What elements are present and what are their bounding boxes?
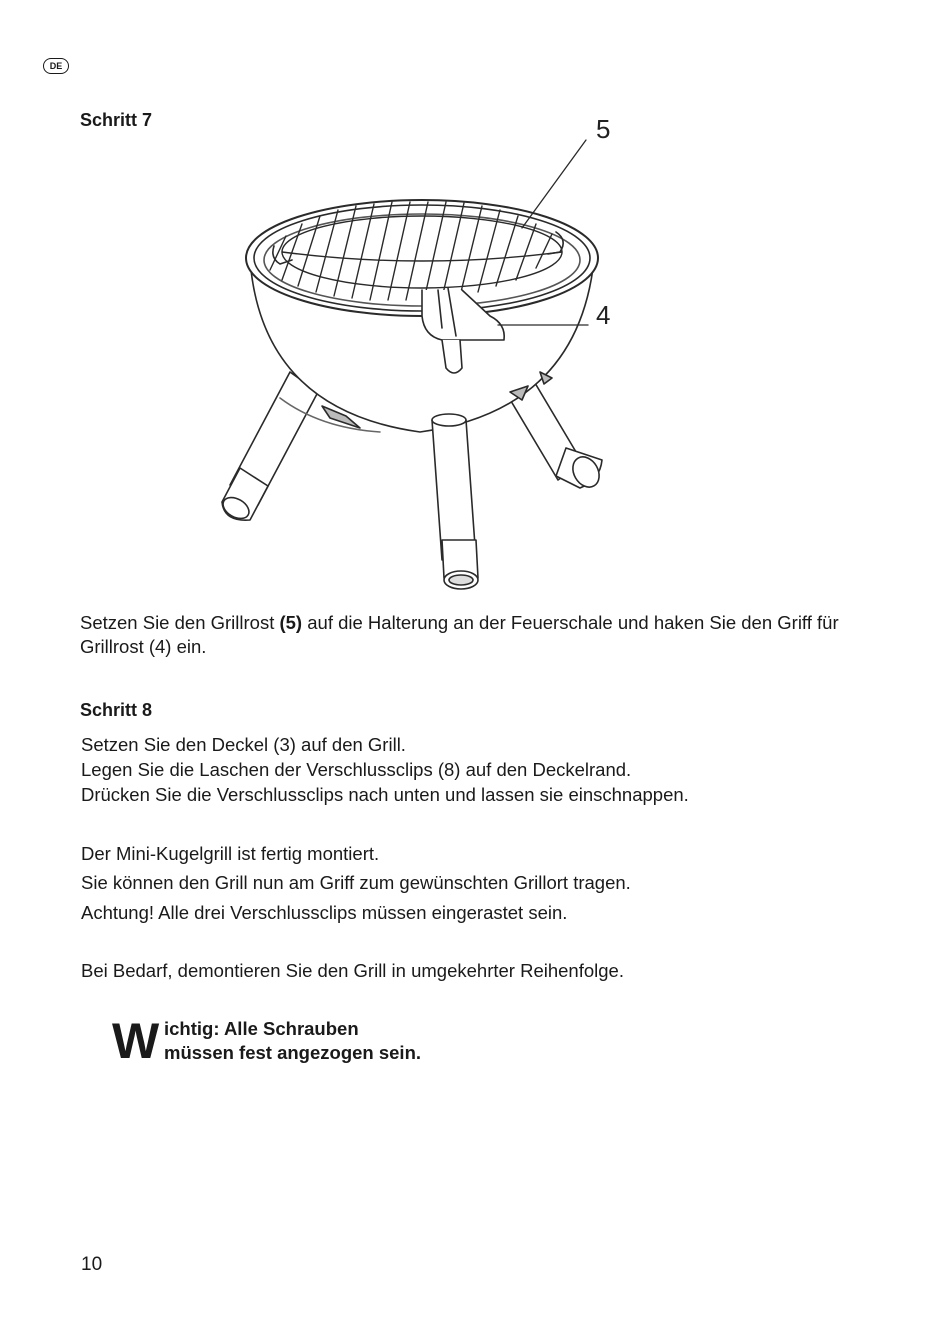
front-leg <box>432 414 478 589</box>
step8-line-1: Setzen Sie den Deckel (3) auf den Grill. <box>81 734 406 755</box>
disassembly-note: Bei Bedarf, demontieren Sie den Grill in umgekehrter Reihenfolge. <box>81 960 624 981</box>
callout-5: 5 <box>596 114 611 144</box>
page-number: 10 <box>81 1254 103 1275</box>
step8-line-2: Legen Sie die Laschen der Verschlussclips (8) auf den Deckelrand. <box>81 759 632 780</box>
callout-4: 4 <box>596 300 611 330</box>
grill-grate-illustration <box>210 110 630 602</box>
important-dropcap: W <box>112 1013 158 1069</box>
step7-heading: Schritt 7 <box>80 110 153 130</box>
important-note <box>112 1013 612 1076</box>
important-line-1: ichtig: Alle Schrauben <box>164 1018 359 1039</box>
step7-instruction: Setzen Sie den Grillrost (5) auf die Halterung an der Feuerschale und haken Sie den Griff für Grillrost (4) ein. <box>80 612 839 657</box>
left-leg <box>219 372 318 523</box>
step8-line-3: Drücken Sie die Verschlussclips nach unten und lassen sie einschnappen. <box>81 784 689 805</box>
language-badge: DE <box>43 58 69 74</box>
assembly-note-2: Sie können den Grill nun am Griff zum gewünschten Grillort tragen. <box>81 872 631 893</box>
step8-heading: Schritt 8 <box>80 700 153 720</box>
assembly-note-1: Der Mini-Kugelgrill ist fertig montiert. <box>81 843 380 864</box>
important-line-2: müssen fest angezogen sein. <box>164 1042 422 1063</box>
assembly-note-3: Achtung! Alle drei Verschlussclips müssen eingerastet sein. <box>81 902 568 923</box>
